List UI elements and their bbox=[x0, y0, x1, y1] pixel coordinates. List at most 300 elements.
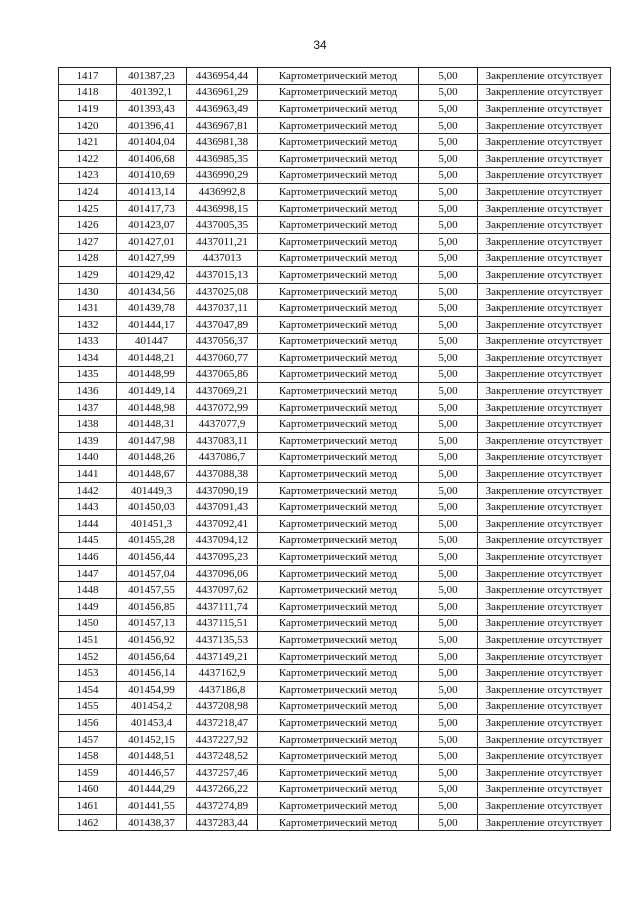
y-coordinate-cell: 4437218,47 bbox=[187, 715, 258, 732]
fixation-note-cell: Закрепление отсутствует bbox=[478, 648, 611, 665]
x-coordinate-cell: 401444,29 bbox=[117, 781, 187, 798]
accuracy-cell: 5,00 bbox=[419, 665, 478, 682]
table-row bbox=[59, 300, 611, 317]
table-row bbox=[59, 433, 611, 450]
point-number-cell: 1440 bbox=[59, 449, 117, 466]
x-coordinate-cell: 401438,37 bbox=[117, 814, 187, 831]
fixation-note-cell: Закрепление отсутствует bbox=[478, 333, 611, 350]
table-row bbox=[59, 316, 611, 333]
point-number-cell: 1428 bbox=[59, 250, 117, 267]
accuracy-cell: 5,00 bbox=[419, 117, 478, 134]
table-row bbox=[59, 134, 611, 151]
y-coordinate-cell: 4437005,35 bbox=[187, 217, 258, 234]
accuracy-cell: 5,00 bbox=[419, 582, 478, 599]
fixation-note-cell: Закрепление отсутствует bbox=[478, 316, 611, 333]
accuracy-cell: 5,00 bbox=[419, 134, 478, 151]
table-row bbox=[59, 117, 611, 134]
table-row bbox=[59, 648, 611, 665]
fixation-note-cell: Закрепление отсутствует bbox=[478, 101, 611, 118]
accuracy-cell: 5,00 bbox=[419, 764, 478, 781]
accuracy-cell: 5,00 bbox=[419, 499, 478, 516]
y-coordinate-cell: 4437092,41 bbox=[187, 516, 258, 533]
accuracy-cell: 5,00 bbox=[419, 333, 478, 350]
table-row bbox=[59, 599, 611, 616]
table-row bbox=[59, 632, 611, 649]
fixation-note-cell: Закрепление отсутствует bbox=[478, 233, 611, 250]
fixation-note-cell: Закрепление отсутствует bbox=[478, 482, 611, 499]
y-coordinate-cell: 4437248,52 bbox=[187, 748, 258, 765]
table-row bbox=[59, 399, 611, 416]
x-coordinate-cell: 401456,92 bbox=[117, 632, 187, 649]
fixation-note-cell: Закрепление отсутствует bbox=[478, 350, 611, 367]
table-row bbox=[59, 383, 611, 400]
point-number-cell: 1443 bbox=[59, 499, 117, 516]
point-number-cell: 1422 bbox=[59, 150, 117, 167]
fixation-note-cell: Закрепление отсутствует bbox=[478, 449, 611, 466]
table-row bbox=[59, 748, 611, 765]
fixation-note-cell: Закрепление отсутствует bbox=[478, 565, 611, 582]
x-coordinate-cell: 401448,99 bbox=[117, 366, 187, 383]
fixation-note-cell: Закрепление отсутствует bbox=[478, 399, 611, 416]
fixation-note-cell: Закрепление отсутствует bbox=[478, 366, 611, 383]
method-cell: Картометрический метод bbox=[258, 466, 419, 483]
method-cell: Картометрический метод bbox=[258, 167, 419, 184]
y-coordinate-cell: 4437090,19 bbox=[187, 482, 258, 499]
point-number-cell: 1430 bbox=[59, 283, 117, 300]
fixation-note-cell: Закрепление отсутствует bbox=[478, 582, 611, 599]
table-row bbox=[59, 267, 611, 284]
method-cell: Картометрический метод bbox=[258, 184, 419, 201]
x-coordinate-cell: 401410,69 bbox=[117, 167, 187, 184]
method-cell: Картометрический метод bbox=[258, 748, 419, 765]
y-coordinate-cell: 4436998,15 bbox=[187, 200, 258, 217]
accuracy-cell: 5,00 bbox=[419, 283, 478, 300]
point-number-cell: 1446 bbox=[59, 549, 117, 566]
y-coordinate-cell: 4437257,46 bbox=[187, 764, 258, 781]
accuracy-cell: 5,00 bbox=[419, 399, 478, 416]
table-row bbox=[59, 167, 611, 184]
x-coordinate-cell: 401457,04 bbox=[117, 565, 187, 582]
fixation-note-cell: Закрепление отсутствует bbox=[478, 68, 611, 85]
x-coordinate-cell: 401448,98 bbox=[117, 399, 187, 416]
x-coordinate-cell: 401449,14 bbox=[117, 383, 187, 400]
table-row bbox=[59, 615, 611, 632]
method-cell: Картометрический метод bbox=[258, 549, 419, 566]
x-coordinate-cell: 401429,42 bbox=[117, 267, 187, 284]
fixation-note-cell: Закрепление отсутствует bbox=[478, 200, 611, 217]
table-row bbox=[59, 549, 611, 566]
fixation-note-cell: Закрепление отсутствует bbox=[478, 814, 611, 831]
point-number-cell: 1457 bbox=[59, 731, 117, 748]
fixation-note-cell: Закрепление отсутствует bbox=[478, 117, 611, 134]
fixation-note-cell: Закрепление отсутствует bbox=[478, 267, 611, 284]
x-coordinate-cell: 401404,04 bbox=[117, 134, 187, 151]
y-coordinate-cell: 4437111,74 bbox=[187, 599, 258, 616]
table-row bbox=[59, 731, 611, 748]
table-row bbox=[59, 68, 611, 85]
y-coordinate-cell: 4437274,89 bbox=[187, 798, 258, 815]
point-number-cell: 1426 bbox=[59, 217, 117, 234]
y-coordinate-cell: 4436954,44 bbox=[187, 68, 258, 85]
accuracy-cell: 5,00 bbox=[419, 217, 478, 234]
point-number-cell: 1454 bbox=[59, 681, 117, 698]
accuracy-cell: 5,00 bbox=[419, 233, 478, 250]
x-coordinate-cell: 401456,44 bbox=[117, 549, 187, 566]
method-cell: Картометрический метод bbox=[258, 217, 419, 234]
accuracy-cell: 5,00 bbox=[419, 615, 478, 632]
table-row bbox=[59, 233, 611, 250]
table-row bbox=[59, 466, 611, 483]
fixation-note-cell: Закрепление отсутствует bbox=[478, 681, 611, 698]
x-coordinate-cell: 401454,2 bbox=[117, 698, 187, 715]
method-cell: Картометрический метод bbox=[258, 565, 419, 582]
x-coordinate-cell: 401423,07 bbox=[117, 217, 187, 234]
method-cell: Картометрический метод bbox=[258, 516, 419, 533]
method-cell: Картометрический метод bbox=[258, 731, 419, 748]
y-coordinate-cell: 4437047,89 bbox=[187, 316, 258, 333]
point-number-cell: 1448 bbox=[59, 582, 117, 599]
method-cell: Картометрический метод bbox=[258, 648, 419, 665]
fixation-note-cell: Закрепление отсутствует bbox=[478, 184, 611, 201]
x-coordinate-cell: 401393,43 bbox=[117, 101, 187, 118]
y-coordinate-cell: 4437013 bbox=[187, 250, 258, 267]
point-number-cell: 1453 bbox=[59, 665, 117, 682]
coordinates-table-body bbox=[59, 68, 611, 831]
accuracy-cell: 5,00 bbox=[419, 599, 478, 616]
table-row bbox=[59, 781, 611, 798]
fixation-note-cell: Закрепление отсутствует bbox=[478, 383, 611, 400]
fixation-note-cell: Закрепление отсутствует bbox=[478, 798, 611, 815]
accuracy-cell: 5,00 bbox=[419, 250, 478, 267]
point-number-cell: 1459 bbox=[59, 764, 117, 781]
y-coordinate-cell: 4437135,53 bbox=[187, 632, 258, 649]
fixation-note-cell: Закрепление отсутствует bbox=[478, 549, 611, 566]
fixation-note-cell: Закрепление отсутствует bbox=[478, 781, 611, 798]
point-number-cell: 1441 bbox=[59, 466, 117, 483]
accuracy-cell: 5,00 bbox=[419, 184, 478, 201]
accuracy-cell: 5,00 bbox=[419, 565, 478, 582]
method-cell: Картометрический метод bbox=[258, 433, 419, 450]
accuracy-cell: 5,00 bbox=[419, 449, 478, 466]
method-cell: Картометрический метод bbox=[258, 499, 419, 516]
x-coordinate-cell: 401447,98 bbox=[117, 433, 187, 450]
method-cell: Картометрический метод bbox=[258, 814, 419, 831]
table-row bbox=[59, 200, 611, 217]
point-number-cell: 1451 bbox=[59, 632, 117, 649]
table-row bbox=[59, 366, 611, 383]
point-number-cell: 1445 bbox=[59, 532, 117, 549]
point-number-cell: 1461 bbox=[59, 798, 117, 815]
accuracy-cell: 5,00 bbox=[419, 681, 478, 698]
x-coordinate-cell: 401448,51 bbox=[117, 748, 187, 765]
method-cell: Картометрический метод bbox=[258, 449, 419, 466]
table-row bbox=[59, 715, 611, 732]
point-number-cell: 1417 bbox=[59, 68, 117, 85]
method-cell: Картометрический метод bbox=[258, 150, 419, 167]
y-coordinate-cell: 4437095,23 bbox=[187, 549, 258, 566]
x-coordinate-cell: 401392,1 bbox=[117, 84, 187, 101]
accuracy-cell: 5,00 bbox=[419, 267, 478, 284]
fixation-note-cell: Закрепление отсутствует bbox=[478, 416, 611, 433]
method-cell: Картометрический метод bbox=[258, 283, 419, 300]
accuracy-cell: 5,00 bbox=[419, 698, 478, 715]
y-coordinate-cell: 4437227,92 bbox=[187, 731, 258, 748]
fixation-note-cell: Закрепление отсутствует bbox=[478, 84, 611, 101]
y-coordinate-cell: 4437069,21 bbox=[187, 383, 258, 400]
fixation-note-cell: Закрепление отсутствует bbox=[478, 217, 611, 234]
accuracy-cell: 5,00 bbox=[419, 648, 478, 665]
y-coordinate-cell: 4437096,06 bbox=[187, 565, 258, 582]
x-coordinate-cell: 401451,3 bbox=[117, 516, 187, 533]
x-coordinate-cell: 401427,99 bbox=[117, 250, 187, 267]
point-number-cell: 1418 bbox=[59, 84, 117, 101]
fixation-note-cell: Закрепление отсутствует bbox=[478, 283, 611, 300]
table-row bbox=[59, 532, 611, 549]
x-coordinate-cell: 401456,14 bbox=[117, 665, 187, 682]
table-row bbox=[59, 764, 611, 781]
y-coordinate-cell: 4437060,77 bbox=[187, 350, 258, 367]
table-row bbox=[59, 217, 611, 234]
accuracy-cell: 5,00 bbox=[419, 781, 478, 798]
method-cell: Картометрический метод bbox=[258, 333, 419, 350]
method-cell: Картометрический метод bbox=[258, 715, 419, 732]
fixation-note-cell: Закрепление отсутствует bbox=[478, 698, 611, 715]
method-cell: Картометрический метод bbox=[258, 632, 419, 649]
accuracy-cell: 5,00 bbox=[419, 632, 478, 649]
table-row bbox=[59, 283, 611, 300]
accuracy-cell: 5,00 bbox=[419, 466, 478, 483]
table-row bbox=[59, 565, 611, 582]
accuracy-cell: 5,00 bbox=[419, 482, 478, 499]
fixation-note-cell: Закрепление отсутствует bbox=[478, 715, 611, 732]
method-cell: Картометрический метод bbox=[258, 532, 419, 549]
x-coordinate-cell: 401457,13 bbox=[117, 615, 187, 632]
x-coordinate-cell: 401456,85 bbox=[117, 599, 187, 616]
x-coordinate-cell: 401455,28 bbox=[117, 532, 187, 549]
table-row bbox=[59, 482, 611, 499]
y-coordinate-cell: 4436990,29 bbox=[187, 167, 258, 184]
y-coordinate-cell: 4437094,12 bbox=[187, 532, 258, 549]
point-number-cell: 1456 bbox=[59, 715, 117, 732]
y-coordinate-cell: 4437065,86 bbox=[187, 366, 258, 383]
table-row bbox=[59, 582, 611, 599]
accuracy-cell: 5,00 bbox=[419, 84, 478, 101]
table-row bbox=[59, 333, 611, 350]
x-coordinate-cell: 401450,03 bbox=[117, 499, 187, 516]
y-coordinate-cell: 4437186,8 bbox=[187, 681, 258, 698]
accuracy-cell: 5,00 bbox=[419, 516, 478, 533]
point-number-cell: 1455 bbox=[59, 698, 117, 715]
fixation-note-cell: Закрепление отсутствует bbox=[478, 532, 611, 549]
coordinates-table bbox=[58, 67, 611, 831]
accuracy-cell: 5,00 bbox=[419, 715, 478, 732]
y-coordinate-cell: 4437097,62 bbox=[187, 582, 258, 599]
x-coordinate-cell: 401434,56 bbox=[117, 283, 187, 300]
y-coordinate-cell: 4437072,99 bbox=[187, 399, 258, 416]
table-row bbox=[59, 499, 611, 516]
method-cell: Картометрический метод bbox=[258, 582, 419, 599]
y-coordinate-cell: 4436967,81 bbox=[187, 117, 258, 134]
method-cell: Картометрический метод bbox=[258, 68, 419, 85]
fixation-note-cell: Закрепление отсутствует bbox=[478, 134, 611, 151]
point-number-cell: 1442 bbox=[59, 482, 117, 499]
point-number-cell: 1434 bbox=[59, 350, 117, 367]
accuracy-cell: 5,00 bbox=[419, 532, 478, 549]
fixation-note-cell: Закрепление отсутствует bbox=[478, 516, 611, 533]
fixation-note-cell: Закрепление отсутствует bbox=[478, 300, 611, 317]
fixation-note-cell: Закрепление отсутствует bbox=[478, 632, 611, 649]
accuracy-cell: 5,00 bbox=[419, 68, 478, 85]
fixation-note-cell: Закрепление отсутствует bbox=[478, 748, 611, 765]
method-cell: Картометрический метод bbox=[258, 665, 419, 682]
method-cell: Картометрический метод bbox=[258, 764, 419, 781]
method-cell: Картометрический метод bbox=[258, 84, 419, 101]
point-number-cell: 1421 bbox=[59, 134, 117, 151]
table-row bbox=[59, 416, 611, 433]
method-cell: Картометрический метод bbox=[258, 233, 419, 250]
table-row bbox=[59, 84, 611, 101]
fixation-note-cell: Закрепление отсутствует bbox=[478, 615, 611, 632]
method-cell: Картометрический метод bbox=[258, 698, 419, 715]
point-number-cell: 1425 bbox=[59, 200, 117, 217]
method-cell: Картометрический метод bbox=[258, 134, 419, 151]
x-coordinate-cell: 401448,31 bbox=[117, 416, 187, 433]
point-number-cell: 1462 bbox=[59, 814, 117, 831]
method-cell: Картометрический метод bbox=[258, 781, 419, 798]
method-cell: Картометрический метод bbox=[258, 316, 419, 333]
y-coordinate-cell: 4437162,9 bbox=[187, 665, 258, 682]
y-coordinate-cell: 4436985,35 bbox=[187, 150, 258, 167]
fixation-note-cell: Закрепление отсутствует bbox=[478, 167, 611, 184]
method-cell: Картометрический метод bbox=[258, 681, 419, 698]
x-coordinate-cell: 401457,55 bbox=[117, 582, 187, 599]
point-number-cell: 1437 bbox=[59, 399, 117, 416]
table-row bbox=[59, 698, 611, 715]
accuracy-cell: 5,00 bbox=[419, 366, 478, 383]
x-coordinate-cell: 401444,17 bbox=[117, 316, 187, 333]
accuracy-cell: 5,00 bbox=[419, 383, 478, 400]
fixation-note-cell: Закрепление отсутствует bbox=[478, 499, 611, 516]
point-number-cell: 1444 bbox=[59, 516, 117, 533]
point-number-cell: 1423 bbox=[59, 167, 117, 184]
accuracy-cell: 5,00 bbox=[419, 350, 478, 367]
method-cell: Картометрический метод bbox=[258, 399, 419, 416]
point-number-cell: 1419 bbox=[59, 101, 117, 118]
point-number-cell: 1458 bbox=[59, 748, 117, 765]
method-cell: Картометрический метод bbox=[258, 599, 419, 616]
point-number-cell: 1433 bbox=[59, 333, 117, 350]
x-coordinate-cell: 401448,26 bbox=[117, 449, 187, 466]
y-coordinate-cell: 4437015,13 bbox=[187, 267, 258, 284]
fixation-note-cell: Закрепление отсутствует bbox=[478, 665, 611, 682]
y-coordinate-cell: 4436992,8 bbox=[187, 184, 258, 201]
point-number-cell: 1439 bbox=[59, 433, 117, 450]
y-coordinate-cell: 4436963,49 bbox=[187, 101, 258, 118]
method-cell: Картометрический метод bbox=[258, 798, 419, 815]
method-cell: Картометрический метод bbox=[258, 350, 419, 367]
method-cell: Картометрический метод bbox=[258, 366, 419, 383]
x-coordinate-cell: 401449,3 bbox=[117, 482, 187, 499]
point-number-cell: 1427 bbox=[59, 233, 117, 250]
y-coordinate-cell: 4437011,21 bbox=[187, 233, 258, 250]
point-number-cell: 1420 bbox=[59, 117, 117, 134]
point-number-cell: 1447 bbox=[59, 565, 117, 582]
accuracy-cell: 5,00 bbox=[419, 316, 478, 333]
fixation-note-cell: Закрепление отсутствует bbox=[478, 466, 611, 483]
accuracy-cell: 5,00 bbox=[419, 433, 478, 450]
table-row bbox=[59, 184, 611, 201]
method-cell: Картометрический метод bbox=[258, 300, 419, 317]
x-coordinate-cell: 401453,4 bbox=[117, 715, 187, 732]
x-coordinate-cell: 401448,21 bbox=[117, 350, 187, 367]
table-row bbox=[59, 798, 611, 815]
fixation-note-cell: Закрепление отсутствует bbox=[478, 764, 611, 781]
y-coordinate-cell: 4436981,38 bbox=[187, 134, 258, 151]
x-coordinate-cell: 401396,41 bbox=[117, 117, 187, 134]
x-coordinate-cell: 401446,57 bbox=[117, 764, 187, 781]
point-number-cell: 1429 bbox=[59, 267, 117, 284]
method-cell: Картометрический метод bbox=[258, 250, 419, 267]
accuracy-cell: 5,00 bbox=[419, 167, 478, 184]
y-coordinate-cell: 4437037,11 bbox=[187, 300, 258, 317]
y-coordinate-cell: 4436961,29 bbox=[187, 84, 258, 101]
point-number-cell: 1435 bbox=[59, 366, 117, 383]
x-coordinate-cell: 401387,23 bbox=[117, 68, 187, 85]
table-row bbox=[59, 350, 611, 367]
point-number-cell: 1431 bbox=[59, 300, 117, 317]
method-cell: Картометрический метод bbox=[258, 383, 419, 400]
x-coordinate-cell: 401452,15 bbox=[117, 731, 187, 748]
accuracy-cell: 5,00 bbox=[419, 101, 478, 118]
table-row bbox=[59, 516, 611, 533]
table-row bbox=[59, 814, 611, 831]
x-coordinate-cell: 401413,14 bbox=[117, 184, 187, 201]
point-number-cell: 1449 bbox=[59, 599, 117, 616]
table-row bbox=[59, 681, 611, 698]
y-coordinate-cell: 4437149,21 bbox=[187, 648, 258, 665]
method-cell: Картометрический метод bbox=[258, 200, 419, 217]
method-cell: Картометрический метод bbox=[258, 416, 419, 433]
y-coordinate-cell: 4437115,51 bbox=[187, 615, 258, 632]
x-coordinate-cell: 401456,64 bbox=[117, 648, 187, 665]
point-number-cell: 1460 bbox=[59, 781, 117, 798]
accuracy-cell: 5,00 bbox=[419, 814, 478, 831]
fixation-note-cell: Закрепление отсутствует bbox=[478, 731, 611, 748]
method-cell: Картометрический метод bbox=[258, 482, 419, 499]
table-row bbox=[59, 250, 611, 267]
accuracy-cell: 5,00 bbox=[419, 150, 478, 167]
fixation-note-cell: Закрепление отсутствует bbox=[478, 150, 611, 167]
table-row bbox=[59, 449, 611, 466]
x-coordinate-cell: 401417,73 bbox=[117, 200, 187, 217]
method-cell: Картометрический метод bbox=[258, 615, 419, 632]
y-coordinate-cell: 4437083,11 bbox=[187, 433, 258, 450]
table-row bbox=[59, 101, 611, 118]
table-row bbox=[59, 665, 611, 682]
x-coordinate-cell: 401427,01 bbox=[117, 233, 187, 250]
x-coordinate-cell: 401439,78 bbox=[117, 300, 187, 317]
fixation-note-cell: Закрепление отсутствует bbox=[478, 599, 611, 616]
y-coordinate-cell: 4437088,38 bbox=[187, 466, 258, 483]
method-cell: Картометрический метод bbox=[258, 117, 419, 134]
x-coordinate-cell: 401448,67 bbox=[117, 466, 187, 483]
y-coordinate-cell: 4437086,7 bbox=[187, 449, 258, 466]
y-coordinate-cell: 4437283,44 bbox=[187, 814, 258, 831]
y-coordinate-cell: 4437208,98 bbox=[187, 698, 258, 715]
y-coordinate-cell: 4437025,08 bbox=[187, 283, 258, 300]
y-coordinate-cell: 4437056,37 bbox=[187, 333, 258, 350]
table-row bbox=[59, 150, 611, 167]
